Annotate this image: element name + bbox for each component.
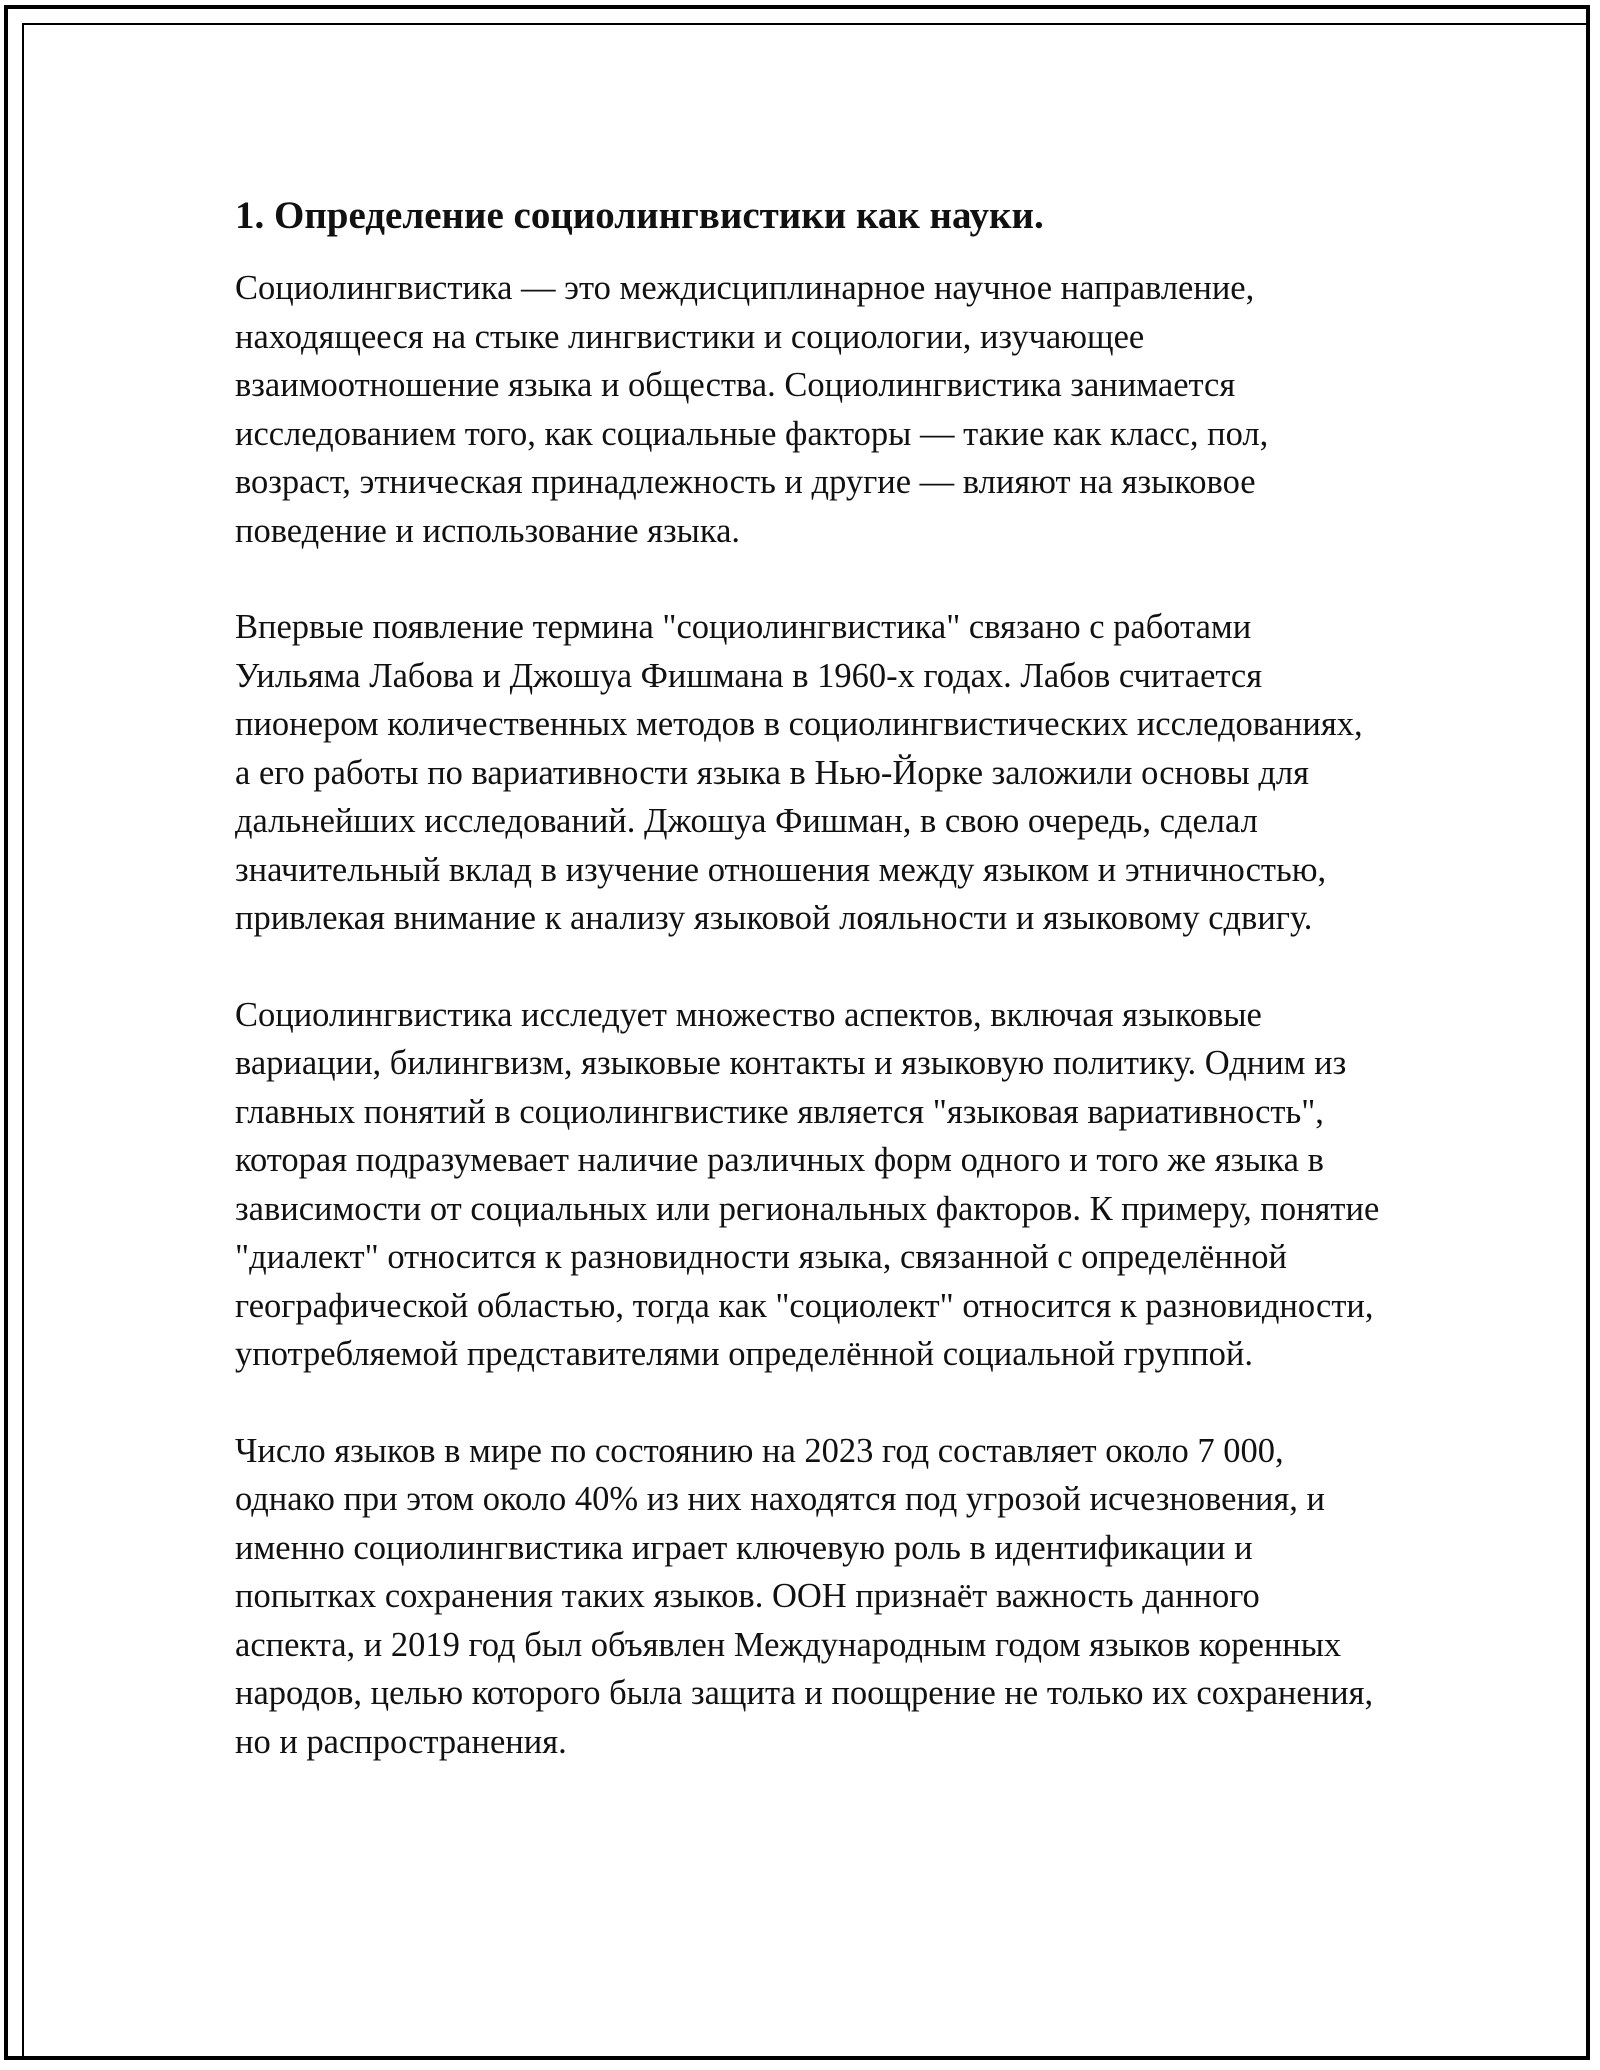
- section-heading: 1. Определение социолингвистики как науки.: [235, 194, 1044, 237]
- paragraph-definition: Социолингвистика — это междисциплинарное научное направление, находящееся на стыке лингвистики и социологии, изучающее взаимоотношение языка и общества. Социолингвистика занимается исследованием того, как социальные факторы — такие как класс, пол, возраст, этническая принадлежность и другие — влияют на языковое поведение и использование языка.: [235, 269, 1269, 550]
- paragraph-aspects: Социолингвистика исследует множество аспектов, включая языковые вариации, билингвизм, языковые контакты и языковую политику. Одним из главных понятий в социолингвистике является "языковая вариативность", которая подразумевает наличие различных форм одного и того же языка в зависимости от социальных или региональных факторов. К примеру, понятие "диалект" относится к разновидности языка, связанной с определённой географической областью, тогда как "социолект" относится к разновидности, употребляемой представителями определённой социальной группой.: [235, 995, 1380, 1373]
- paragraph-history: Впервые появление термина "социолингвистика" связано с работами Уильяма Лабова и Джошуа Фишмана в 1960-х годах. Лабов считается пионером количественных методов в социолингвистических исследованиях, а его работы по вариативности языка в Нью-Йорке заложили основы для дальнейших исследований. Джошуа Фишман, в свою очередь, сделал значительный вклад в изучение отношения между языком и этничностью, привлекая внимание к анализу языковой лояльности и языковому сдвигу.: [235, 608, 1363, 937]
- document-body: [235, 190, 1385, 1814]
- paragraph-languages: Число языков в мире по состоянию на 2023 год составляет около 7 000, однако при этом около 40% из них находятся под угрозой исчезновения, и именно социолингвистика играет ключевую роль в идентификации и попытках сохранения таких языков. ООН признаёт важность данного аспекта, и 2019 год был объявлен Международным годом языков коренных народов, целью которого была защита и поощрение не только их сохранения, но и распространения.: [235, 1431, 1374, 1761]
